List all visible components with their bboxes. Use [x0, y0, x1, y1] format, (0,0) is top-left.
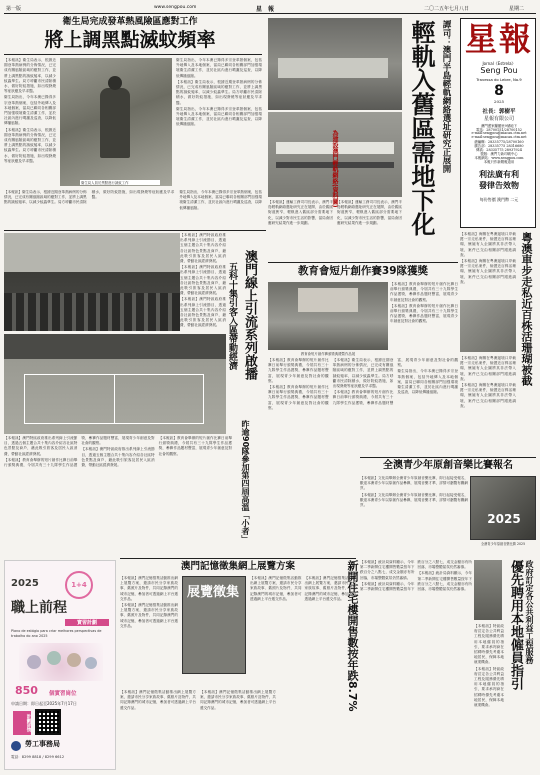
weekday: 星期二 [509, 6, 525, 12]
gd-text: 【本報訊】海關在粵澳邊境口岸截獲一宗走私案件，檢獲近百株活珊瑚，懷疑有人企圖將其非法帶入境，案件已交由相關部門跟進調查。 【本報訊】海關在粵澳邊境口岸截獲一宗走私案件，檢獲近百株活珊瑚，懷疑有人企圖將其非法帶入境，案件已交由相關部門跟進調查。 [460, 232, 516, 284]
property-text: 【本報訊】統計局資料顯示，今年第二季新開住宅樓開售數量按年下跌百分之八點七，成交金額亦有所回落，市場整體氣氛仍然審慎。 【本報訊】統計局資料顯示，今年第二季新開住宅樓開售數量按年下跌百分之八點七，成交金額亦有所回落，市場整體氣氛仍然審慎。 【本報訊】統計局資料顯示，今年第二季新開住宅樓開售數量按年下跌百分之八點七，成交金額亦有所回落，市場整體氣氛仍然審慎。 [360, 560, 472, 592]
education-headline: 教育會短片創作賽39隊獲獎 [297, 265, 429, 277]
youth-poster [470, 476, 536, 540]
exhibition-poster-title: 展覽徵集 [187, 585, 240, 600]
masthead-rule [4, 13, 536, 14]
brand-company: 星報有限公司 [483, 116, 514, 122]
ad-text-pt: Plano de estágio para criar melhores perspectivas de trabalho do ano 2025 [11, 629, 102, 638]
labour-text: 【本報訊】特區政府訂定各公共利益工程及服務優先聘用本地僱員的指引，要求承判商在招聘時優先考慮本地居民，保障本地就業機會。 【本報訊】特區政府訂定各公共利益工程及服務優先聘用本地僱員的指引，要求承判商在招聘時優先考慮本地居民，保障本地就業機會。 [474, 624, 504, 708]
exhibition-headline: 澳門記憶徵集網上展覽方案 [180, 561, 295, 572]
labour-headline: 優先聘用本地僱員指引 [508, 560, 523, 690]
youth-caption: 全澳青少年原創音樂比賽 2025 [480, 542, 526, 546]
rail-headline: 輕軌入舊區需地下化 [407, 20, 435, 236]
education-text-2: 【本報訊】教育會舉辦的短片創作比賽日前舉行頒獎典禮，今屆共有三十九隊學生作品獲獎，參賽作品題材豐富，展現青少年創意及對社會的觀察。 【本報訊】教育會舉辦的短片創作比賽日前舉行頒獎典禮，今屆共有三十九隊學生作品獲獎，參賽作品題材豐富，展現青少年創意及對社會的觀察。 【本報訊】衛生局表示，根據近期登革熱病例的分佈情況，已完成有關風險區域的應對工作，並將上調黑點的滅蚊頻率，以減少蚊蟲孳生。局方呼籲市民清除積水，做好防蚊措施，如出現發燒等症狀應及早求醫。 【本報訊】教育會舉辦的短片創作比賽日前舉行頒獎典禮，今屆共有三十九隊學生作品獲獎，參賽作品題材豐富，展現青少年創意及對社會的觀察。 衛生局指出，今年本澳已錄得多宗登革熱個案，包括外地傳入及本地個案，當局已聯同各相關部門加強環境衛生清潔工作，並於社區內進行噴灑及巡查，以降低傳播風險。 [268, 358, 458, 410]
exhibition-rule [120, 558, 356, 559]
ad-office-logo-icon [11, 741, 21, 751]
youth-headline: 全澳青少年原創音樂比賽報名 [383, 460, 513, 471]
ad-phone: 電話：8299 8818 / 8299 6612 [11, 755, 65, 759]
tennis-text: 【本報訊】澳門特區政府推出系列線上引流節目，透過五個主題合共十集內容介紹各社區特色景點及商戶，藉此吸引旅客及居民入區消費，帶動社區經濟發展。 【本報訊】教育會舉辦的短片創作比賽日前舉行頒獎典禮，今屆共有三十九隊學生作品獲獎，參賽作品題材豐富，展現青少年創意及對社會的觀察。 【本報訊】澳門特區政府推出系列線上引流節目，透過五個主題合共十集內容介紹各社區特色景點及商戶，藉此吸引旅客及居民入區消費，帶動社區經濟發展。 【本報訊】教育會舉辦的短片創作比賽日前舉行頒獎典禮，今屆共有三十九隊學生作品獲獎，參賽作品題材豐富，展現青少年創意及對社會的觀察。 [4, 436, 232, 468]
brand-info-5: 總編輯：28335775/28700160 [474, 140, 524, 144]
edu-rule [268, 262, 458, 263]
rail-subhead: 譚司：澳門半島輕軌網絡選址研究正展開 [441, 20, 451, 173]
ad-year: 2025 [11, 578, 39, 589]
education-text: 【本報訊】教育會舉辦的短片創作比賽日前舉行頒獎典禮，今屆共有三十九隊學生作品獲獎，參賽作品題材豐富，展現青少年創意及對社會的觀察。 【本報訊】教育會舉辦的短片創作比賽日前舉行頒獎典禮，今屆共有三十九隊學生作品獲獎，參賽作品題材豐富，展現青少年創意及對社會的觀察。 [390, 282, 458, 324]
ad-amount-label: 個實習崗位 [49, 691, 77, 697]
education-caption: 教育會短片創作賽頒獎典禮暨作品展 [300, 352, 356, 356]
brand-name-roman: Seng Pou [480, 66, 518, 75]
ad-badge: 1+4 [65, 571, 93, 599]
brand-info-9: 本報網站：www.sengpou.com [474, 156, 524, 160]
top-story-photo [60, 58, 172, 186]
ad-office: 勞工事務局 [25, 740, 60, 748]
brand-box [460, 18, 536, 228]
date-line: 二〇二五年七月八日 [424, 6, 470, 12]
rally-headline: 澳門線上引流系列啟播 [242, 250, 257, 380]
rail-photo-1 [268, 18, 402, 110]
brand-price: 每份售價 澳門幣 二元 [479, 197, 519, 202]
brand-info-7: 傳真：28335775 28937924 [476, 148, 522, 152]
ad-block [4, 560, 116, 770]
rally-rule [4, 230, 266, 231]
brand-info-6: 廣告部：28335775 28316680 [474, 144, 524, 148]
rail-sidebar-caption: 為建設澳門輕軌網絡(資料圖) [331, 130, 338, 208]
gd-photo [460, 300, 516, 352]
rally-photo [4, 233, 180, 331]
brand-slogan-1: 利法廣有利 [479, 170, 519, 179]
ad-amount: 850 [15, 684, 38, 697]
brand-address: Travessa do Lebre, No.9 [476, 77, 522, 82]
top-story-text-1: 【本報訊】衛生局表示，根據近期登革熱病例的分佈情況，已完成有關風險區域的應對工作，並將上調黑點的滅蚊頻率，以減少蚊蟲孳生。局方呼籲市民清除積水，做好防蚊措施，如出現發燒等症狀應及早求醫。 衛生局指出，今年本澳已錄得多宗登革熱個案，包括外地傳入及本地個案，當局已聯同各相關部門加強環境衛生清潔工作，並於社區內進行噴灑及巡查，以降低傳播風險。 【本報訊】衛生局表示，根據近期登革熱病例的分佈情況，已完成有關風險區域的應對工作，並將上調黑點的滅蚊頻率，以減少蚊蟲孳生。局方呼籲市民清除積水，做好防蚊措施，如出現發燒等症狀應及早求醫。 [4, 58, 56, 163]
exhibition-text-3: 【本報訊】澳門記憶徵集活動推出網上展覽方案，邀請市民分享家族故事、舊照片及物件，共同記錄澳門的城市記憶，參加者可透過網上平台遞交作品。 【本報訊】澳門記憶徵集活動推出網上展覽方案，邀請市民分享家族故事、舊照片及物件，共同記錄澳門的城市記憶，參加者可透過網上平台遞交作品。 [120, 690, 276, 710]
paper-small-title: 星 報 [256, 6, 275, 13]
site-url: www.sengpou.com [154, 5, 197, 10]
labour-photo [474, 560, 502, 620]
ad-illustration [19, 643, 103, 681]
brand-info-2: 電話：28700151/28700152 [476, 128, 522, 132]
top-story-kicker: 衛生局完成發革熱風險區應對工作 [62, 17, 198, 27]
brand-name-pt: Jornal《Estrela》 [482, 61, 516, 66]
brand-year: 2025 [493, 99, 505, 104]
tennis-photo [4, 334, 226, 434]
ad-subtitle: 實習計劃 [65, 619, 109, 626]
property-headline: 新開住宅樓開售數按年跌8.7% [346, 560, 359, 712]
top-story-rule [4, 54, 262, 55]
ad-details-button[interactable]: 計劃詳情 [13, 711, 31, 735]
tennis-headline: 昨逾90隊參加第四屆高溫「小者」 [241, 420, 250, 544]
brand-info-8: 製版：澳門力新印刷中心 [480, 152, 518, 156]
top-story-photo-caption: 衛生局人員於黑點進行滅蚊工作 [80, 180, 160, 185]
brand-info-10: 本報只作新聞報道用 [483, 160, 515, 164]
gd-headline: 粵澳車步走私近百株活珊瑚被截 [520, 232, 533, 386]
gd-text-2: 【本報訊】海關在粵澳邊境口岸截獲一宗走私案件，檢獲近百株活珊瑚，懷疑有人企圖將其非法帶入境，案件已交由相關部門跟進調查。 【本報訊】海關在粵澳邊境口岸截獲一宗走私案件，檢獲近百株活珊瑚，懷疑有人企圖將其非法帶入境，案件已交由相關部門跟進調查。 [460, 356, 516, 408]
brand-slogan-2: 發律告效物 [479, 181, 519, 190]
brand-info-1: 澳門畫家蘭鵝里9號地下 [480, 124, 518, 128]
page-label: 第一版 [6, 6, 22, 12]
top-story-headline: 將上調黑點滅蚊頻率 [44, 29, 216, 51]
exhibition-text-1: 【本報訊】澳門記憶徵集活動推出網上展覽方案，邀請市民分享家族故事、舊照片及物件，共同記錄澳門的城市記憶，參加者可透過網上平台遞交作品。 【本報訊】澳門記憶徵集活動推出網上展覽方案，邀請市民分享家族故事、舊照片及物件，共同記錄澳門的城市記憶，參加者可透過網上平台遞交作品。 [120, 576, 178, 628]
youth-text: 【本報訊】文化局舉辦全澳青少年原創音樂比賽，即日起接受報名，歡迎本澳青少年以原創作品參賽，展現音樂才華，詳情可瀏覽有關網頁。 【本報訊】文化局舉辦全澳青少年原創音樂比賽，即日起接受報名，歡迎本澳青少年以原創作品參賽，展現音樂才華，詳情可瀏覽有關網頁。 [360, 476, 468, 508]
top-story-text-3: 【本報訊】衛生局表示，根據近期登革熱病例的分佈情況，已完成有關風險區域的應對工作，並將上調黑點的滅蚊頻率，以減少蚊蟲孳生。局方呼籲市民清除積水，做好防蚊措施，如出現發燒等症狀應及早求醫。 衛生局指出，今年本澳已錄得多宗登革熱個案，包括外地傳入及本地個案，當局已聯同各相關部門加強環境衛生清潔工作，並於社區內進行噴灑及巡查，以降低傳播風險。 [4, 190, 262, 210]
qr-code-icon[interactable] [35, 709, 61, 735]
brand-info-4: e-mail:sengpou@macau.ctm.net [471, 135, 527, 139]
youth-badge: 2025 [487, 512, 521, 526]
masthead-bar [4, 3, 536, 13]
brand-title: 星報 [464, 20, 533, 58]
top-story-text-2: 衛生局指出，今年本澳已錄得多宗登革熱個案，包括外地傳入及本地個案，當局已聯同各相關部門加強環境衛生清潔工作，並於社區內進行噴灑及巡查，以降低傳播風險。 【本報訊】衛生局表示，根據近期登革熱病例的分佈情況，已完成有關風險區域的應對工作，並將上調黑點的滅蚊頻率，以減少蚊蟲孳生。局方呼籲市民清除積水，做好防蚊措施，如出現發燒等症狀應及早求醫。 衛生局指出，今年本澳已錄得多宗登革熱個案，包括外地傳入及本地個案，當局已聯同各相關部門加強環境衛生清潔工作，並於社區內進行噴灑及巡查，以降低傳播風險。 [176, 58, 262, 127]
ad-deadline: 申請日期：即日起至2025年7月17日 [11, 701, 77, 706]
ad-title: 職上前程 [11, 600, 67, 616]
exhibition-poster [182, 576, 246, 674]
rally-text: 【本報訊】澳門特區政府推出系列線上引流節目，透過五個主題合共十集內容介紹各社區特色景點及商戶，藉此吸引旅客及居民入區消費，帶動社區經濟發展。 【本報訊】澳門特區政府推出系列線上引流節目，透過五個主題合共十集內容介紹各社區特色景點及商戶，藉此吸引旅客及居民入區消費，帶動社區經濟發展。 【本報訊】澳門特區政府推出系列線上引流節目，透過五個主題合共十集內容介紹各社區特色景點及商戶，藉此吸引旅客及居民入區消費，帶動社區經濟發展。 [180, 233, 226, 328]
brand-publisher: 社長：郭樹平 [482, 109, 516, 115]
brand-info-3: e-mail:sengpou@macau.ctm.net [471, 131, 527, 135]
youth-rule [360, 457, 536, 458]
rally-subhead: 五科十集引客入區帶動經濟 [227, 262, 237, 370]
labour-kicker: 政府訂定各公共利益工程服務 [525, 560, 534, 664]
brand-day: 8 [494, 83, 504, 99]
exhibition-text-2: 【本報訊】澳門記憶徵集活動推出網上展覽方案，邀請市民分享家族故事、舊照片及物件，共同記錄澳門的城市記憶，參加者可透過網上平台遞交作品。 【本報訊】澳門記憶徵集活動推出網上展覽方案，邀請市民分享家族故事、舊照片及物件，共同記錄澳門的城市記憶，參加者可透過網上平台遞交作品。 [250, 576, 356, 601]
rail-text: 【本報訊】運輸工務司司長表示，澳門半島輕軌網絡選址研究正在展開，由於舊區街道狹窄，輕軌進入舊區部分需要地下化，以減少對市民生活的影響，當局會因應研究結果作進一步規劃。 【本報訊】運輸工務司司長表示，澳門半島輕軌網絡選址研究正在展開，由於舊區街道狹窄，輕軌進入舊區部分需要地下化，以減少對市民生活的影響，當局會因應研究結果作進一步規劃。 [268, 200, 402, 225]
education-photo [268, 282, 388, 350]
